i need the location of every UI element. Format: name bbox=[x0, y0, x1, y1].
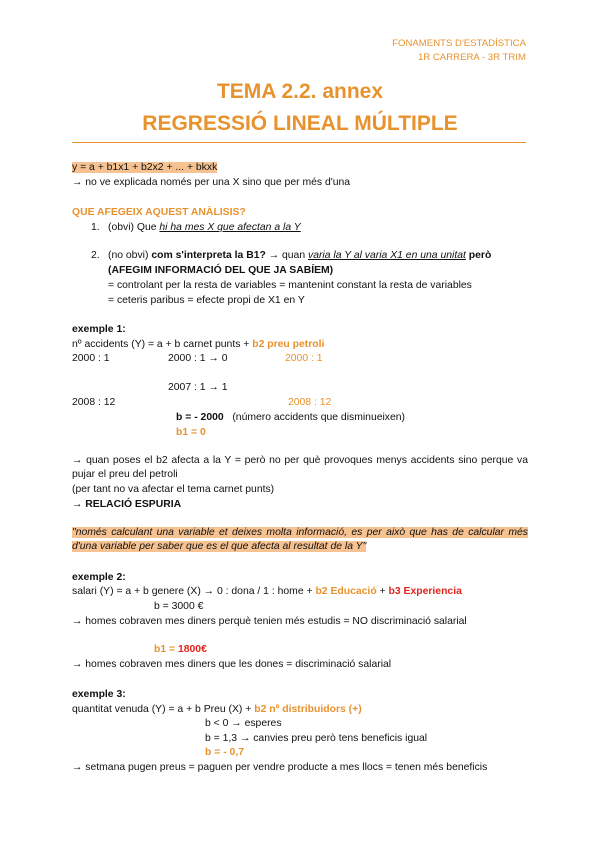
example-1-heading: exemple 1: bbox=[72, 324, 126, 335]
course-term: 1R CARRERA - 3R TRIM bbox=[417, 52, 526, 63]
example-1-b bbox=[176, 411, 405, 425]
page-title: TEMA 2.2. annex bbox=[216, 80, 384, 103]
example-2-model-text: salari (Y) = a + b genere (X) → 0 : dona / 1 : home + bbox=[72, 586, 316, 597]
example-1-row3-col3: 2008 : 12 bbox=[288, 397, 332, 408]
example-2-model bbox=[72, 585, 462, 599]
list-item-2-line3: = controlant per la resta de variables = mantenint constant la resta de variables bbox=[108, 280, 472, 291]
example-2-heading: exemple 2: bbox=[72, 572, 126, 583]
list-item-2-prefix: (no obvi) bbox=[108, 250, 152, 261]
page-subtitle: REGRESSIÓ LINEAL MÚLTIPLE bbox=[142, 112, 458, 135]
example-1-model bbox=[72, 338, 324, 352]
example-1-explanation: → quan poses el b2 afecta a la Y = però no per què provoques menys accidents sino perque va pujar el preu del petroli bbox=[72, 455, 528, 480]
example-3-model bbox=[72, 703, 362, 717]
example-2-note-2: → homes cobraven mes diners que les dones = discriminació salarial bbox=[72, 659, 392, 670]
course-name: FONAMENTS D'ESTADÍSTICA bbox=[392, 38, 526, 49]
example-3-heading: exemple 3: bbox=[72, 689, 126, 700]
example-2-note-1: → homes cobraven mes diners perquè tenien més estudis = NO discriminació salarial bbox=[72, 616, 467, 627]
highlighted-quote bbox=[72, 526, 528, 554]
list-item-2-line2: (AFEGIM INFORMACIÓ DEL QUE JA SABÍEM) bbox=[108, 265, 334, 276]
list-item-2-emphasis: varia la Y al varia X1 en una unitat bbox=[308, 250, 466, 261]
example-1-b1: b1 = 0 bbox=[176, 427, 206, 438]
list-item-2-arrow: → quan bbox=[265, 250, 308, 261]
example-1-explanation-2: (per tant no va afectar el tema carnet punts) bbox=[72, 484, 275, 495]
example-2-b1-label: b1 = bbox=[154, 644, 178, 655]
example-3-b: b = - 0,7 bbox=[205, 747, 244, 758]
example-1-b2: b2 preu petroli bbox=[252, 339, 325, 350]
example-3-line-1: b < 0 → esperes bbox=[205, 718, 282, 729]
example-1-conclusion: → RELACIÓ ESPURIA bbox=[72, 499, 182, 510]
list-item-1-prefix: (obvi) Que bbox=[108, 222, 160, 233]
example-3-model-text: quantitat venuda (Y) = a + b Preu (X) + bbox=[72, 704, 255, 715]
title-divider bbox=[72, 142, 526, 143]
section-heading: QUE AFEGEIX AQUEST ANÀLISIS? bbox=[72, 207, 246, 218]
example-1-row2-col2: 2007 : 1 → 1 bbox=[168, 382, 228, 393]
list-item-2-number: 2. bbox=[91, 250, 100, 261]
example-2-plus: + bbox=[376, 586, 389, 597]
list-item-2-but: però bbox=[465, 250, 492, 261]
example-2-b1 bbox=[154, 643, 207, 657]
example-2-b: b = 3000 € bbox=[154, 601, 204, 612]
formula-line bbox=[72, 161, 217, 175]
list-item-1-number: 1. bbox=[91, 222, 100, 233]
example-3-note: → setmana pugen preus = paguen per vendre producte a mes llocs = tenen més beneficis bbox=[72, 762, 488, 773]
list-item-1 bbox=[108, 221, 301, 235]
example-2-b1-value: 1800€ bbox=[177, 644, 207, 655]
example-2-b3: b3 Experiencia bbox=[388, 586, 462, 597]
example-1-row3-col1: 2008 : 12 bbox=[72, 397, 116, 408]
regression-equation: y = a + b1x1 + b2x2 + ... + bkxk bbox=[72, 162, 218, 173]
example-1-model-text: nº accidents (Y) = a + b carnet punts + bbox=[72, 339, 253, 350]
example-2-b2: b2 Educació bbox=[315, 586, 377, 597]
list-item-2-line4: = ceteris paribus = efecte propi de X1 en Y bbox=[108, 295, 305, 306]
list-item-1-emphasis: hi ha mes X que afectan a la Y bbox=[159, 222, 301, 233]
example-1-row1-col1: 2000 : 1 bbox=[72, 353, 110, 364]
example-1-b-value: b = - 2000 bbox=[176, 412, 224, 423]
example-3-b2: b2 nº distribuidors (+) bbox=[254, 704, 362, 715]
example-1-b-note: (número accidents que disminueixen) bbox=[232, 412, 406, 423]
formula-note: → no ve explicada només per una X sino que per més d'una bbox=[72, 177, 351, 188]
example-3-line-2: b = 1,3 → canvies preu però tens beneficis igual bbox=[205, 733, 428, 744]
example-1-row1-col3: 2000 : 1 bbox=[285, 353, 323, 364]
list-item-2 bbox=[108, 249, 491, 263]
example-1-row1-col2: 2000 : 1 → 0 bbox=[168, 353, 228, 364]
highlighted-quote-text: "només calculant una variable et deixes molta informació, es per això que has de calcular més d'una variable per saber que es el que afecta al resultat de la Y" bbox=[72, 527, 528, 552]
list-item-2-question: com s'interpreta la B1? bbox=[151, 250, 266, 261]
